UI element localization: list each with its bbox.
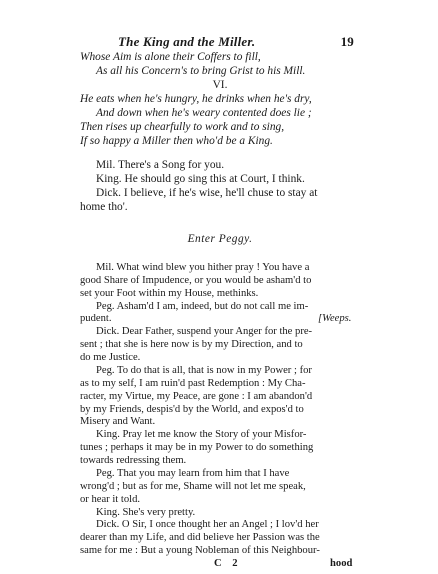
verse-line: And down when he's weary contented does lie ; [96,107,312,119]
running-header [84,34,354,50]
dialogue-line: or hear it told. [80,493,141,505]
dialogue-line: as to my self, I am ruin'd past Redemption : My Cha- [80,377,306,389]
stage-direction: Enter Peggy. [187,233,253,245]
running-title: The King and the Miller. [118,34,256,49]
dialogue-line: Dick. Dear Father, suspend your Anger for the pre- [96,326,313,338]
dialogue-line: sent ; that she is here now is by my Direction, and to [80,339,303,351]
verse-line: Whose Aim is alone their Coffers to fill, [80,51,261,63]
catchword: hood [330,558,353,569]
dialogue-line: towards redressing them. [80,455,187,467]
dialogue-line: dearer than my Life, and did believe her Passion was the [80,532,320,544]
dialogue-line: pudent. [80,313,112,325]
dialogue-line: Dick. I believe, if he's wise, he'll chuse to stay at [96,187,318,199]
dialogue-line: Mil. What wind blew you hither pray ! You have a [96,262,310,273]
verse-line: He eats when he's hungry, he drinks when he's dry, [80,93,312,105]
dialogue-line: tunes ; perhaps it may be in my Power to do something [80,442,314,454]
verse-line: As all his Concern's to bring Grist to his Mill. [96,65,306,77]
dialogue-line: Mil. There's a Song for you. [96,159,225,171]
page-number: 19 [340,34,354,49]
dialogue-line: Peg. To do that is all, that is now in my Power ; for [96,364,312,376]
dialogue-line: wrong'd ; but as for me, Shame will not let me speak, [80,480,306,492]
dialogue-line: by my Friends, despis'd by the World, and expos'd to [80,403,304,415]
stage-direction-weeps: [Weeps. [318,313,352,325]
stanza-number: VI. [212,79,228,91]
dialogue-line: Peg. Asham'd I am, indeed, but do not call me im- [96,300,309,312]
dialogue-line: Misery and Want. [80,416,156,428]
dialogue-line: home tho'. [80,201,128,213]
dialogue-line: racter, my Virtue, my Peace, are gone : I am abandon'd [80,390,313,402]
dialogue-line: King. He should go sing this at Court, I think. [96,173,305,185]
verse-line: Then rises up chearfully to work and to sing, [80,121,285,133]
signature-mark: C 2 [214,558,242,569]
dialogue-line: do me Justice. [80,352,141,364]
dialogue-line: King. She's very pretty. [96,506,196,518]
dialogue-line: King. Pray let me know the Story of your Misfor- [96,429,307,441]
dialogue-line: set your Foot within my House, methinks. [80,287,259,299]
verse-line: If so happy a Miller then who'd be a King. [80,135,273,147]
dialogue-line: same for me : But a young Nobleman of this Neighbour- [80,545,320,557]
dialogue-line: good Share of Impudence, or you would be asham'd to [80,274,312,286]
dialogue-line: Dick. O Sir, I once thought her an Angel ; I lov'd her [96,519,319,531]
dialogue-line: Peg. That you may learn from him that I have [96,467,290,479]
